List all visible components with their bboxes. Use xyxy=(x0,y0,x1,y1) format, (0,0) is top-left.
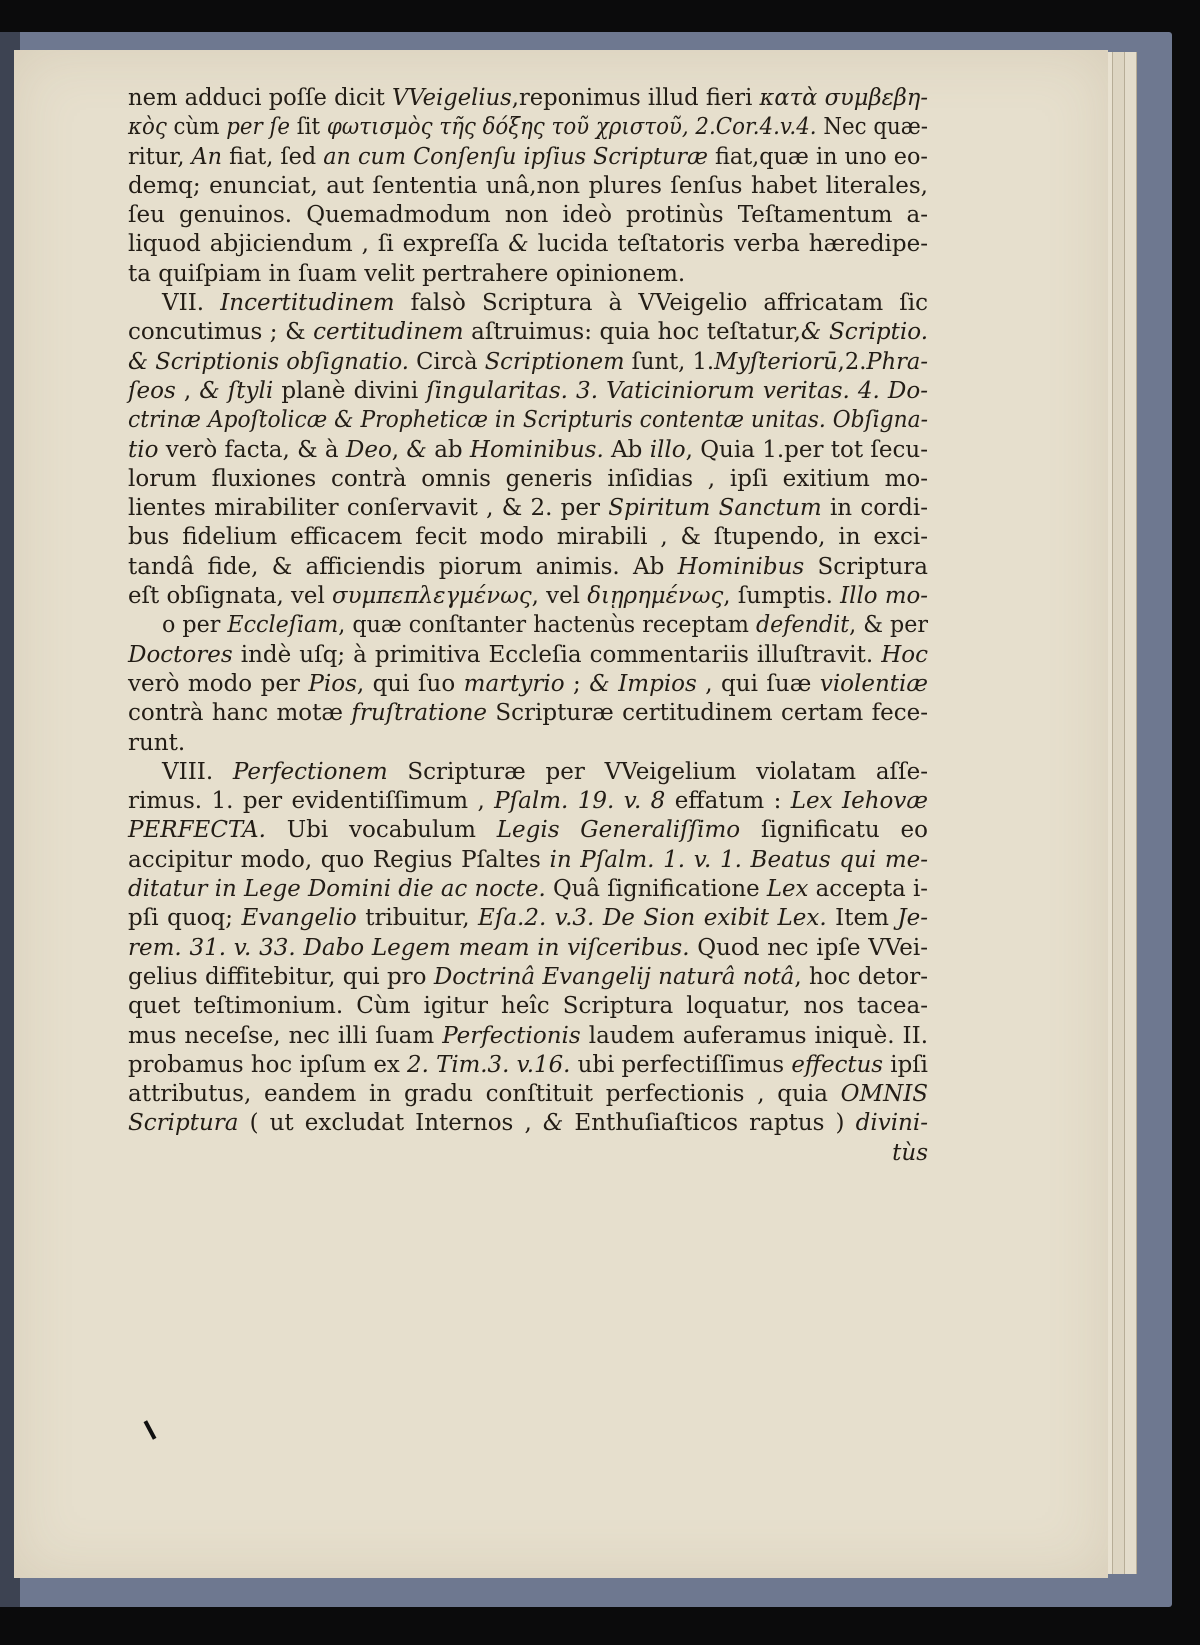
text-run: , Quia 1.per tot ſecu- xyxy=(685,436,928,463)
text-run: in cordi- xyxy=(821,495,928,522)
text-run: pſi quoq; xyxy=(128,905,242,932)
text-run: , ſumptis. xyxy=(723,583,841,610)
text-line xyxy=(128,992,928,1021)
italic-text: Legis Generaliſſimo xyxy=(496,817,741,844)
text-run: lientes mirabiliter conſervavit , & 2. per xyxy=(128,495,609,522)
italic-text: Pios xyxy=(308,670,357,697)
italic-text: illo xyxy=(649,436,686,463)
italic-text: an cum Conſenſu ipſius Scripturæ xyxy=(323,143,708,170)
text-run: , vel xyxy=(531,583,588,610)
text-run: effatum : xyxy=(665,788,791,815)
text-run: ,reponimus illud fieri xyxy=(511,85,760,111)
italic-text: Eſa.2. v.3. De Sion exibit Lex. xyxy=(478,905,827,932)
text-line xyxy=(128,523,928,552)
text-run: tribuitur, xyxy=(356,905,479,932)
text-run: ſignificatu eo xyxy=(740,817,928,844)
text-line xyxy=(128,699,928,728)
text-run: fiat, ſed xyxy=(222,143,324,170)
text-line xyxy=(128,406,928,435)
italic-text: Scriptionem xyxy=(484,348,625,375)
text-run: ſeu genuinos. Quemadmodum non ideò protinùs Teſtamentum a- xyxy=(128,202,929,229)
text-line xyxy=(128,846,928,875)
text-run: , xyxy=(391,436,407,463)
text-line xyxy=(128,143,928,172)
text-run: ta quiſpiam in ſuam velit pertrahere opinionem. xyxy=(128,260,686,287)
text-run: mus neceſse, nec illi ſuam xyxy=(128,1022,443,1049)
text-run: VIII. xyxy=(162,758,233,785)
italic-text: certitudinem xyxy=(313,319,464,346)
text-line xyxy=(128,1051,928,1080)
italic-text: & xyxy=(508,231,529,258)
text-line xyxy=(128,1022,928,1051)
italic-text: violentiæ xyxy=(819,670,929,697)
italic-text: per ſe xyxy=(226,114,290,141)
text-run: ipſi xyxy=(883,1051,928,1078)
italic-text: rem. 31. v. 33. Dabo Legem meam in viſceribus. xyxy=(128,934,690,961)
text-line xyxy=(128,436,928,465)
text-run: attributus, eandem in gradu conſtituit perfectionis , quia xyxy=(128,1081,841,1108)
italic-text: & Scriptionis obſignatio. xyxy=(128,348,409,375)
italic-text: VVeigelius xyxy=(392,85,512,111)
italic-text: tio xyxy=(128,436,159,463)
text-run: quet teſtimonium. Cùm igitur heîc Scriptura loquatur, nos tacea- xyxy=(128,993,928,1020)
text-line xyxy=(128,758,928,787)
text-line xyxy=(128,582,928,611)
text-run: aſtruimus: quia hoc teſtatur, xyxy=(463,319,801,346)
italic-text: διῃρημένως xyxy=(587,583,724,610)
italic-text: & ſtyli xyxy=(199,377,274,404)
text-run: ( ut excludat Internos , xyxy=(238,1110,543,1137)
text-run: concutimus ; & xyxy=(128,319,314,346)
italic-text: Doctrinâ Evangelij naturâ notâ xyxy=(433,963,795,990)
text-run: ubi perfectiſſimus xyxy=(570,1051,792,1078)
text-run: Nec quæ- xyxy=(816,114,928,141)
text-run: Circà xyxy=(408,348,485,375)
italic-text: fruſtratione xyxy=(351,700,487,727)
italic-text: συμπεπλεγμένως xyxy=(332,583,532,610)
text-run: demq; enunciat, aut ſententia unâ,non plures ſenſus habet literales, xyxy=(128,172,928,199)
italic-text: Doctores xyxy=(128,641,233,668)
text-run: Ab xyxy=(603,436,650,463)
text-run: accipitur modo, quo Regius Pſaltes xyxy=(128,846,550,873)
italic-text: ditatur in Lege Domini die ac nocte. xyxy=(128,876,546,903)
italic-text: Je- xyxy=(897,905,929,932)
text-run: runt. xyxy=(128,729,186,756)
italic-text: & xyxy=(542,1110,564,1137)
text-run: gelius diffitebitur, qui pro xyxy=(128,963,434,990)
text-run: o per xyxy=(162,612,228,639)
text-run: ,2. xyxy=(837,348,867,375)
text-line xyxy=(128,787,928,816)
text-run: ab xyxy=(426,436,470,463)
italic-text: Spiritum Sanctum xyxy=(608,495,822,522)
text-line xyxy=(128,1080,928,1109)
italic-text: An xyxy=(191,143,223,170)
italic-text: Hoc xyxy=(881,641,929,668)
italic-text: PERFECTA. xyxy=(128,817,266,844)
text-line xyxy=(128,553,928,582)
italic-text: Lex Iehovæ xyxy=(790,788,928,815)
text-run: contrà hanc motæ xyxy=(128,700,352,727)
text-line xyxy=(128,1139,928,1168)
italic-text: Eccleſiam xyxy=(227,612,339,639)
italic-text: Scriptura xyxy=(128,1110,239,1137)
text-run: rimus. 1. per evidentiſſimum , xyxy=(128,788,495,815)
italic-text: 2. Tim.3. v.16. xyxy=(407,1051,571,1078)
text-line xyxy=(128,729,928,758)
text-run: Item xyxy=(826,905,898,932)
text-run: verò modo per xyxy=(128,670,309,697)
text-run: , qui ſuæ xyxy=(696,670,820,697)
text-line xyxy=(128,611,928,640)
text-line xyxy=(128,377,928,406)
text-run: ſit xyxy=(289,114,327,141)
text-line xyxy=(128,934,928,963)
text-line xyxy=(128,260,928,289)
italic-text: tùs xyxy=(892,1139,928,1166)
text-run: liquod abjiciendum , ſi expreſſa xyxy=(128,231,509,258)
italic-text: Pſalm. 19. v. 8 xyxy=(494,788,666,815)
text-run: Ubi vocabulum xyxy=(265,817,497,844)
text-line xyxy=(128,641,928,670)
italic-text: OMNIS xyxy=(840,1081,929,1108)
page-text xyxy=(128,84,928,1168)
text-run: lucida teſtatoris verba hæredipe- xyxy=(528,231,929,258)
text-run: laudem auferamus iniquè. II. xyxy=(580,1022,929,1049)
text-run: VII. xyxy=(162,290,221,317)
italic-text: Evangelio xyxy=(241,905,357,932)
text-run: probamus hoc ipſum ex xyxy=(128,1051,408,1078)
italic-text: in Pſalm. 1. v. 1. Beatus qui me- xyxy=(549,846,929,873)
text-run: falsò Scriptura à VVeigelio affricatam ſic xyxy=(394,290,928,317)
italic-text: ſingularitas. 3. Vaticiniorum veritas. 4. Do- xyxy=(426,377,928,404)
text-run: planè divini xyxy=(273,377,427,404)
italic-text: κὸς xyxy=(128,114,167,141)
text-run: Quod nec ipſe VVei- xyxy=(689,934,929,961)
text-run: Scripturæ per VVeigelium violatam aſſe- xyxy=(387,758,928,785)
italic-text: Lex xyxy=(766,876,809,903)
text-run: ſunt, 1. xyxy=(624,348,715,375)
italic-text: martyrio xyxy=(463,670,565,697)
italic-text: & xyxy=(406,436,427,463)
text-run: , qui ſuo xyxy=(356,670,464,697)
italic-text: Phra- xyxy=(866,348,928,375)
text-run: , & per xyxy=(849,612,929,639)
text-run: , hoc detor- xyxy=(794,963,928,990)
text-line xyxy=(128,670,928,699)
text-line xyxy=(128,289,928,318)
italic-text: & Impios xyxy=(589,670,697,697)
text-line xyxy=(128,84,928,113)
text-run: fiat,quæ in uno eo- xyxy=(707,143,928,170)
italic-text: Perfectionem xyxy=(232,758,388,785)
italic-text: ctrinæ Apoſtolicæ & Propheticæ in Scripturis contentæ unitas. xyxy=(128,407,826,434)
text-line xyxy=(128,113,928,142)
italic-text: Illo mo- xyxy=(840,583,929,610)
text-run: eſt obſignata, vel xyxy=(128,583,333,610)
text-run: lorum fluxiones contrà omnis generis inſidias , ipſi exitium mo- xyxy=(128,465,929,492)
italic-text: Perfectionis xyxy=(442,1022,581,1049)
text-line xyxy=(128,172,928,201)
text-line xyxy=(128,904,928,933)
text-line xyxy=(128,348,928,377)
italic-text: divini- xyxy=(855,1110,928,1137)
text-line xyxy=(128,494,928,523)
italic-text: defendit xyxy=(755,612,850,639)
italic-text: Hominibus. xyxy=(469,436,604,463)
text-run: tandâ fide, & afficiendis piorum animis. Ab xyxy=(128,553,678,580)
text-run: verò facta, & à xyxy=(158,436,346,463)
italic-text: Myſteriorū xyxy=(714,348,838,375)
text-run: Enthuſiaſticos raptus ) xyxy=(563,1110,856,1137)
text-run: bus fidelium efficacem fecit modo mirabili , & ſtupendo, in exci- xyxy=(128,524,928,551)
text-line xyxy=(128,963,928,992)
text-run: cùm xyxy=(166,114,227,141)
italic-text: Incertitudinem xyxy=(220,290,395,317)
italic-text: effectus xyxy=(791,1051,884,1078)
text-run: Scripturæ certitudinem certam fece- xyxy=(487,700,928,727)
italic-text: Obſigna- xyxy=(832,407,928,434)
text-line xyxy=(128,318,928,347)
text-run: ritur, xyxy=(128,143,192,170)
italic-text: Deo xyxy=(345,436,392,463)
text-run: Quâ ſignificatione xyxy=(545,876,767,903)
italic-text: Hominibus xyxy=(677,553,805,580)
text-run: accepta i- xyxy=(808,876,929,903)
text-run: Scriptura xyxy=(804,553,928,580)
text-run: nem adduci poſſe dicit xyxy=(128,85,393,111)
text-run xyxy=(826,407,833,433)
text-line xyxy=(128,1109,928,1138)
italic-text: ſeos xyxy=(128,377,176,404)
italic-text: κατὰ συμβεβη- xyxy=(759,85,929,111)
text-line xyxy=(128,816,928,845)
text-run: ; xyxy=(564,670,590,697)
text-line xyxy=(128,875,928,904)
text-line xyxy=(128,465,928,494)
text-run: , quæ conſtanter hactenùs receptam xyxy=(338,612,756,639)
italic-text: & Scriptio. xyxy=(800,319,929,346)
text-run: indè uſq; à primitiva Eccleſia commentariis illuſtravit. xyxy=(232,641,882,668)
text-line xyxy=(128,201,928,230)
text-line xyxy=(128,230,928,259)
italic-text: φωτισμὸς τῆς δόξης τοῦ χριστοῦ, 2.Cor.4.v.4. xyxy=(326,114,817,141)
text-run: , xyxy=(175,377,200,404)
